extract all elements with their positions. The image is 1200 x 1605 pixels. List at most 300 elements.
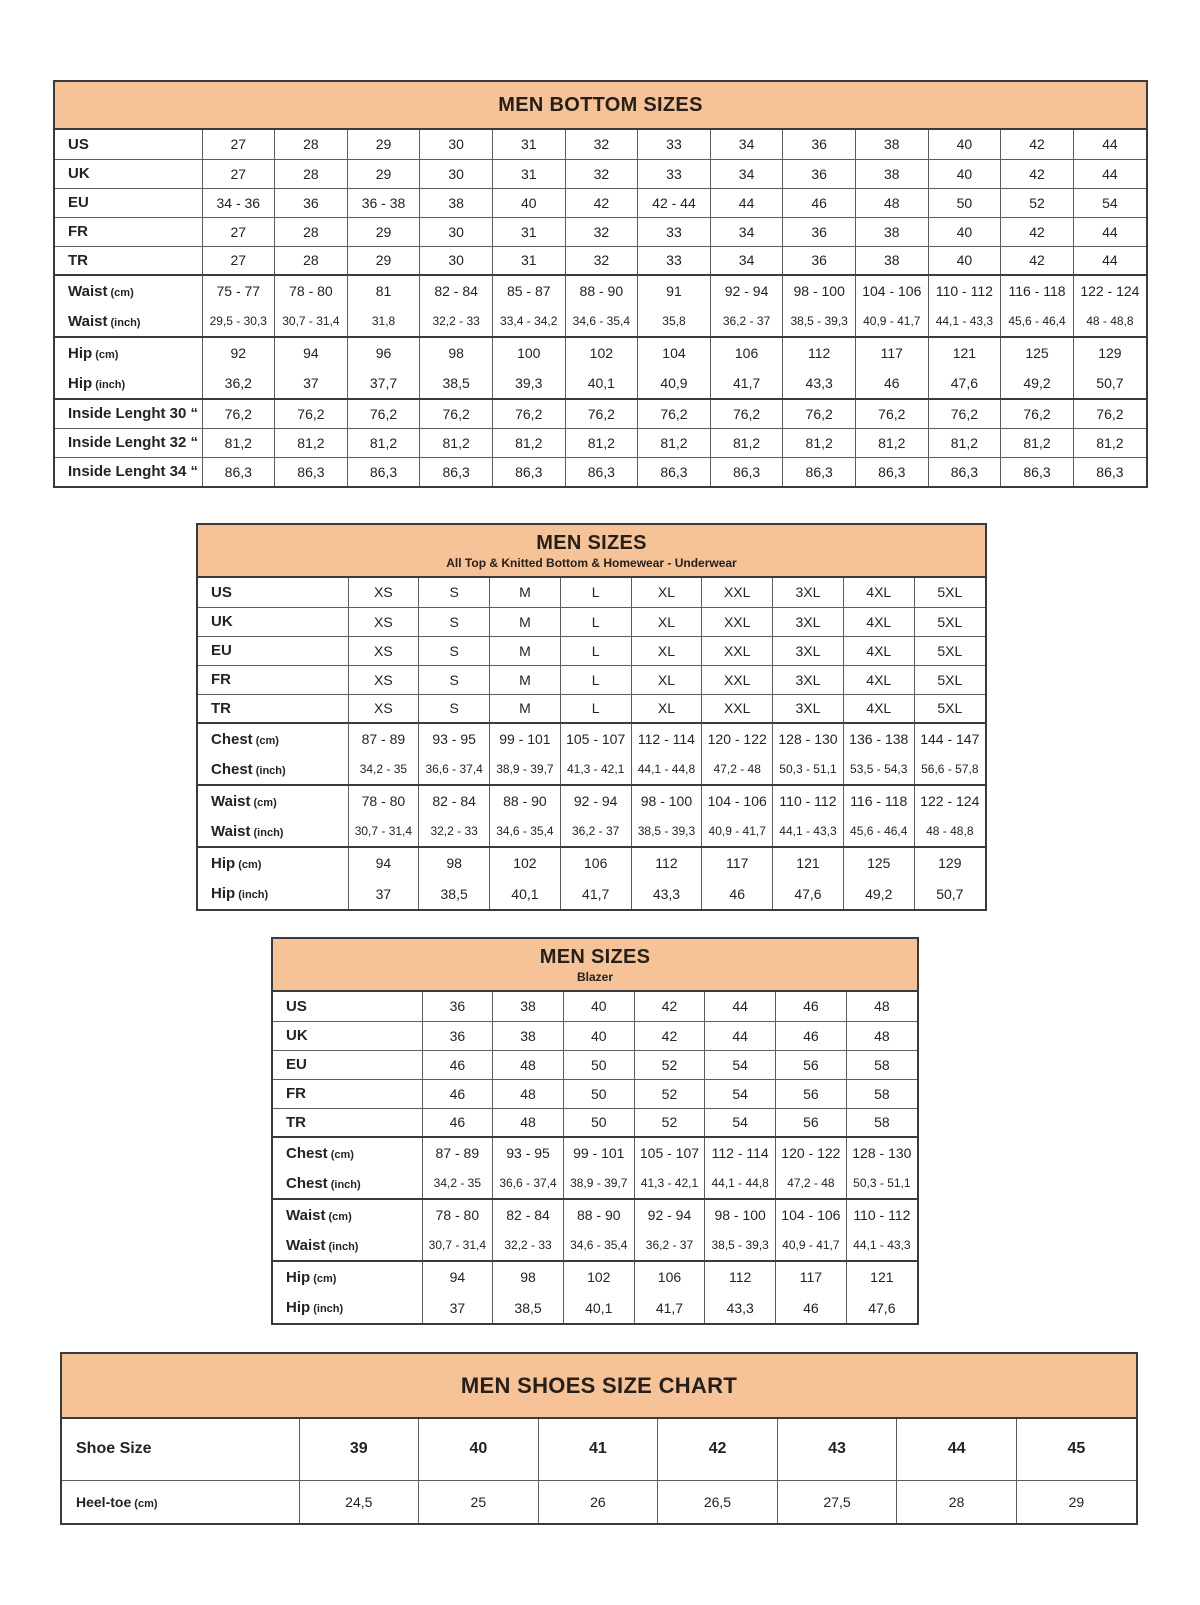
size-value-cell: XS bbox=[348, 665, 419, 694]
size-value-cell: 52 bbox=[634, 1079, 705, 1108]
size-value-cell: 40 bbox=[419, 1419, 539, 1480]
size-value-cell: 81,2 bbox=[275, 428, 348, 457]
row-label: TR bbox=[273, 1108, 422, 1137]
size-value-cell: 29 bbox=[1016, 1480, 1136, 1523]
table-row-heel-toe-cm bbox=[62, 1480, 1136, 1523]
size-value-cell: 28 bbox=[275, 217, 348, 246]
size-value-cell: 38 bbox=[493, 992, 564, 1021]
size-value-cell: 47,2 - 48 bbox=[702, 754, 773, 785]
size-value-cell: 48 bbox=[493, 1079, 564, 1108]
size-value-cell: 44 bbox=[705, 992, 776, 1021]
size-value-cell: 38 bbox=[420, 188, 493, 217]
size-value-cell: 45 bbox=[1016, 1419, 1136, 1480]
size-value-cell: 34 bbox=[710, 159, 783, 188]
size-value-cell: XS bbox=[348, 636, 419, 665]
size-value-cell: 86,3 bbox=[638, 457, 711, 486]
size-value-cell: M bbox=[490, 636, 561, 665]
size-value-cell: 86,3 bbox=[420, 457, 493, 486]
size-value-cell: 36 - 38 bbox=[347, 188, 420, 217]
size-value-cell: 56,6 - 57,8 bbox=[914, 754, 985, 785]
size-value-cell: XS bbox=[348, 607, 419, 636]
size-value-cell: 46 bbox=[422, 1108, 493, 1137]
men-shoes-size-chart-table bbox=[60, 1352, 1138, 1525]
size-value-cell: XXL bbox=[702, 694, 773, 723]
size-value-cell: 54 bbox=[705, 1050, 776, 1079]
size-value-cell: 47,6 bbox=[928, 368, 1001, 399]
size-value-cell: 5XL bbox=[914, 636, 985, 665]
size-value-cell: 29 bbox=[347, 246, 420, 275]
table-row-tr bbox=[198, 694, 985, 723]
size-value-cell: 25 bbox=[419, 1480, 539, 1523]
size-value-cell: 117 bbox=[702, 847, 773, 878]
table-row-shoe-size bbox=[62, 1419, 1136, 1480]
size-value-cell: 27 bbox=[202, 159, 275, 188]
size-value-cell: 31,8 bbox=[347, 306, 420, 337]
row-label: Waist (inch) bbox=[273, 1230, 422, 1261]
size-value-cell: 81,2 bbox=[855, 428, 928, 457]
size-value-cell: S bbox=[419, 636, 490, 665]
size-value-cell: 36,6 - 37,4 bbox=[493, 1168, 564, 1199]
size-value-cell: 34,6 - 35,4 bbox=[490, 816, 561, 847]
size-value-cell: XL bbox=[631, 665, 702, 694]
size-value-cell: 40,1 bbox=[490, 878, 561, 909]
size-value-cell: 50,3 - 51,1 bbox=[773, 754, 844, 785]
size-value-cell: 76,2 bbox=[347, 399, 420, 428]
row-label: US bbox=[198, 578, 348, 607]
size-value-cell: 38,5 bbox=[420, 368, 493, 399]
size-value-cell: 40 bbox=[928, 130, 1001, 159]
size-value-cell: 5XL bbox=[914, 607, 985, 636]
size-value-cell: 43,3 bbox=[705, 1292, 776, 1323]
row-label: Waist (inch) bbox=[198, 816, 348, 847]
table-row-us bbox=[55, 130, 1146, 159]
row-label: Waist (inch) bbox=[55, 306, 202, 337]
size-value-cell: 43 bbox=[777, 1419, 897, 1480]
size-value-cell: 112 bbox=[705, 1261, 776, 1292]
size-value-cell: S bbox=[419, 665, 490, 694]
size-value-cell: 117 bbox=[776, 1261, 847, 1292]
size-value-cell: 41,3 - 42,1 bbox=[560, 754, 631, 785]
size-value-cell: 4XL bbox=[843, 694, 914, 723]
size-value-cell: 42 bbox=[1001, 130, 1074, 159]
size-value-cell: L bbox=[560, 636, 631, 665]
row-label: EU bbox=[198, 636, 348, 665]
size-value-cell: 49,2 bbox=[1001, 368, 1074, 399]
row-label: Heel-toe (cm) bbox=[62, 1480, 299, 1523]
size-value-cell: 32 bbox=[565, 217, 638, 246]
size-value-cell: 36,6 - 37,4 bbox=[419, 754, 490, 785]
size-value-cell: M bbox=[490, 578, 561, 607]
size-value-cell: 44 bbox=[710, 188, 783, 217]
size-value-cell: 54 bbox=[1073, 188, 1146, 217]
size-value-cell: 56 bbox=[776, 1079, 847, 1108]
size-value-cell: 37 bbox=[422, 1292, 493, 1323]
size-value-cell: 50,7 bbox=[914, 878, 985, 909]
size-value-cell: 102 bbox=[490, 847, 561, 878]
size-value-cell: 36 bbox=[783, 246, 856, 275]
size-value-cell: 104 - 106 bbox=[776, 1199, 847, 1230]
size-value-cell: 52 bbox=[1001, 188, 1074, 217]
table-header bbox=[55, 82, 1146, 130]
row-label: Inside Lenght 30 “ bbox=[55, 399, 202, 428]
size-value-cell: 129 bbox=[1073, 337, 1146, 368]
size-value-cell: 88 - 90 bbox=[565, 275, 638, 306]
size-value-cell: 33,4 - 34,2 bbox=[492, 306, 565, 337]
row-label: Chest (cm) bbox=[198, 723, 348, 754]
size-value-cell: 104 - 106 bbox=[855, 275, 928, 306]
size-value-cell: 110 - 112 bbox=[846, 1199, 917, 1230]
size-value-cell: 34,2 - 35 bbox=[422, 1168, 493, 1199]
size-value-cell: 41,7 bbox=[634, 1292, 705, 1323]
table-row-inside-lenght-34 bbox=[55, 457, 1146, 486]
row-label: FR bbox=[55, 217, 202, 246]
size-value-cell: 120 - 122 bbox=[776, 1137, 847, 1168]
size-value-cell: 48 bbox=[855, 188, 928, 217]
size-value-cell: 29,5 - 30,3 bbox=[202, 306, 275, 337]
size-value-cell: 38,5 - 39,3 bbox=[631, 816, 702, 847]
size-value-cell: 92 - 94 bbox=[634, 1199, 705, 1230]
table-row-uk bbox=[273, 1021, 917, 1050]
size-value-cell: 76,2 bbox=[565, 399, 638, 428]
size-value-cell: 42 bbox=[1001, 159, 1074, 188]
size-value-cell: 40,1 bbox=[563, 1292, 634, 1323]
size-value-cell: 50 bbox=[928, 188, 1001, 217]
size-value-cell: 125 bbox=[1001, 337, 1074, 368]
size-value-cell: 82 - 84 bbox=[493, 1199, 564, 1230]
size-value-cell: 81,2 bbox=[1073, 428, 1146, 457]
table-row-fr bbox=[273, 1079, 917, 1108]
size-value-cell: 40 bbox=[928, 246, 1001, 275]
size-value-cell: 39,3 bbox=[492, 368, 565, 399]
size-value-cell: 87 - 89 bbox=[348, 723, 419, 754]
size-value-cell: 47,2 - 48 bbox=[776, 1168, 847, 1199]
size-value-cell: 40,9 - 41,7 bbox=[776, 1230, 847, 1261]
size-value-cell: 81,2 bbox=[202, 428, 275, 457]
size-value-cell: 46 bbox=[422, 1079, 493, 1108]
size-value-cell: 87 - 89 bbox=[422, 1137, 493, 1168]
size-value-cell: 40 bbox=[492, 188, 565, 217]
size-value-cell: 86,3 bbox=[1001, 457, 1074, 486]
size-value-cell: 85 - 87 bbox=[492, 275, 565, 306]
table-row-inside-lenght-32 bbox=[55, 428, 1146, 457]
table-row-eu bbox=[55, 188, 1146, 217]
size-value-cell: 44 bbox=[1073, 217, 1146, 246]
size-value-cell: 54 bbox=[705, 1108, 776, 1137]
size-value-cell: 98 - 100 bbox=[705, 1199, 776, 1230]
row-label: Hip (inch) bbox=[273, 1292, 422, 1323]
size-value-cell: 4XL bbox=[843, 636, 914, 665]
size-value-cell: 76,2 bbox=[855, 399, 928, 428]
size-value-cell: 76,2 bbox=[638, 399, 711, 428]
size-value-cell: 128 - 130 bbox=[846, 1137, 917, 1168]
size-value-cell: 81,2 bbox=[928, 428, 1001, 457]
table-row-us bbox=[198, 578, 985, 607]
size-value-cell: 82 - 84 bbox=[419, 785, 490, 816]
men-sizes-top-table bbox=[196, 523, 987, 911]
size-value-cell: 28 bbox=[275, 159, 348, 188]
size-value-cell: 105 - 107 bbox=[560, 723, 631, 754]
size-value-cell: 76,2 bbox=[420, 399, 493, 428]
table-subtitle: Blazer bbox=[576, 969, 614, 984]
size-value-cell: L bbox=[560, 578, 631, 607]
table-row-waist-inch bbox=[198, 816, 985, 847]
size-value-cell: 37 bbox=[275, 368, 348, 399]
size-value-cell: 129 bbox=[914, 847, 985, 878]
size-value-cell: 81,2 bbox=[492, 428, 565, 457]
size-value-cell: 106 bbox=[634, 1261, 705, 1292]
size-value-cell: 36 bbox=[783, 159, 856, 188]
size-value-cell: XS bbox=[348, 578, 419, 607]
size-value-cell: M bbox=[490, 607, 561, 636]
size-value-cell: 27 bbox=[202, 246, 275, 275]
size-value-cell: 122 - 124 bbox=[914, 785, 985, 816]
size-value-cell: 81,2 bbox=[783, 428, 856, 457]
size-value-cell: 38,9 - 39,7 bbox=[490, 754, 561, 785]
size-value-cell: 81,2 bbox=[565, 428, 638, 457]
size-value-cell: 91 bbox=[638, 275, 711, 306]
size-value-cell: 32 bbox=[565, 159, 638, 188]
size-value-cell: 58 bbox=[846, 1079, 917, 1108]
size-value-cell: 4XL bbox=[843, 578, 914, 607]
size-value-cell: 78 - 80 bbox=[422, 1199, 493, 1230]
size-value-cell: 86,3 bbox=[275, 457, 348, 486]
row-label: Hip (inch) bbox=[55, 368, 202, 399]
table-row-chest-cm bbox=[273, 1137, 917, 1168]
table-header bbox=[62, 1354, 1136, 1419]
row-label: US bbox=[55, 130, 202, 159]
size-value-cell: 46 bbox=[702, 878, 773, 909]
size-value-cell: 36,2 - 37 bbox=[634, 1230, 705, 1261]
row-label: EU bbox=[55, 188, 202, 217]
size-value-cell: 42 bbox=[634, 992, 705, 1021]
size-value-cell: XL bbox=[631, 694, 702, 723]
size-value-cell: 86,3 bbox=[783, 457, 856, 486]
size-value-cell: 45,6 - 46,4 bbox=[1001, 306, 1074, 337]
size-value-cell: 37 bbox=[348, 878, 419, 909]
size-value-cell: 29 bbox=[347, 130, 420, 159]
size-value-cell: 121 bbox=[928, 337, 1001, 368]
size-value-cell: 86,3 bbox=[928, 457, 1001, 486]
size-value-cell: 50 bbox=[563, 1050, 634, 1079]
row-label: TR bbox=[198, 694, 348, 723]
size-value-cell: 98 - 100 bbox=[783, 275, 856, 306]
size-value-cell: 46 bbox=[783, 188, 856, 217]
size-value-cell: S bbox=[419, 578, 490, 607]
table-subtitle: All Top & Knitted Bottom & Homewear - Underwear bbox=[446, 555, 737, 570]
size-value-cell: 30,7 - 31,4 bbox=[275, 306, 348, 337]
size-value-cell: 42 bbox=[658, 1419, 778, 1480]
size-value-cell: 34,6 - 35,4 bbox=[563, 1230, 634, 1261]
size-value-cell: 86,3 bbox=[710, 457, 783, 486]
size-value-cell: 93 - 95 bbox=[419, 723, 490, 754]
size-value-cell: XXL bbox=[702, 636, 773, 665]
row-label: Hip (cm) bbox=[55, 337, 202, 368]
table-row-tr bbox=[273, 1108, 917, 1137]
table-row-waist-inch bbox=[55, 306, 1146, 337]
size-value-cell: 43,3 bbox=[631, 878, 702, 909]
size-value-cell: 44 bbox=[1073, 130, 1146, 159]
size-value-cell: 76,2 bbox=[928, 399, 1001, 428]
size-value-cell: 36 bbox=[422, 992, 493, 1021]
size-value-cell: 50,7 bbox=[1073, 368, 1146, 399]
size-value-cell: 33 bbox=[638, 130, 711, 159]
table-row-fr bbox=[55, 217, 1146, 246]
size-value-cell: 42 bbox=[1001, 246, 1074, 275]
size-value-cell: 47,6 bbox=[846, 1292, 917, 1323]
size-value-cell: XS bbox=[348, 694, 419, 723]
size-value-cell: 42 - 44 bbox=[638, 188, 711, 217]
size-value-cell: 32,2 - 33 bbox=[419, 816, 490, 847]
size-value-cell: 36,2 bbox=[202, 368, 275, 399]
size-value-cell: 40 bbox=[563, 1021, 634, 1050]
size-value-cell: 106 bbox=[710, 337, 783, 368]
row-label: Inside Lenght 32 “ bbox=[55, 428, 202, 457]
size-value-cell: 128 - 130 bbox=[773, 723, 844, 754]
size-value-cell: 53,5 - 54,3 bbox=[843, 754, 914, 785]
size-value-cell: 144 - 147 bbox=[914, 723, 985, 754]
size-value-cell: 41,7 bbox=[560, 878, 631, 909]
size-value-cell: 40,1 bbox=[565, 368, 638, 399]
row-label: FR bbox=[198, 665, 348, 694]
size-value-cell: 46 bbox=[776, 992, 847, 1021]
size-value-cell: 5XL bbox=[914, 694, 985, 723]
size-value-cell: 48 bbox=[493, 1050, 564, 1079]
size-value-cell: 43,3 bbox=[783, 368, 856, 399]
size-value-cell: 34,2 - 35 bbox=[348, 754, 419, 785]
size-value-cell: 94 bbox=[275, 337, 348, 368]
size-value-cell: 40 bbox=[928, 159, 1001, 188]
size-value-cell: 38,5 bbox=[419, 878, 490, 909]
size-value-cell: 41,7 bbox=[710, 368, 783, 399]
size-value-cell: 39 bbox=[299, 1419, 419, 1480]
size-value-cell: 92 bbox=[202, 337, 275, 368]
size-value-cell: 42 bbox=[565, 188, 638, 217]
size-value-cell: 112 - 114 bbox=[705, 1137, 776, 1168]
size-value-cell: 116 - 118 bbox=[843, 785, 914, 816]
size-value-cell: 86,3 bbox=[492, 457, 565, 486]
size-value-cell: 48 - 48,8 bbox=[914, 816, 985, 847]
row-label: EU bbox=[273, 1050, 422, 1079]
row-label: Waist (cm) bbox=[198, 785, 348, 816]
size-value-cell: 42 bbox=[634, 1021, 705, 1050]
size-value-cell: 58 bbox=[846, 1050, 917, 1079]
size-value-cell: 86,3 bbox=[1073, 457, 1146, 486]
size-value-cell: 28 bbox=[897, 1480, 1017, 1523]
table-header bbox=[198, 525, 985, 578]
size-value-cell: 92 - 94 bbox=[710, 275, 783, 306]
size-value-cell: 99 - 101 bbox=[563, 1137, 634, 1168]
size-value-cell: S bbox=[419, 607, 490, 636]
size-value-cell: 105 - 107 bbox=[634, 1137, 705, 1168]
size-value-cell: 100 bbox=[492, 337, 565, 368]
row-label: Inside Lenght 34 “ bbox=[55, 457, 202, 486]
row-label: Chest (cm) bbox=[273, 1137, 422, 1168]
size-value-cell: M bbox=[490, 694, 561, 723]
table-row-tr bbox=[55, 246, 1146, 275]
size-value-cell: 76,2 bbox=[783, 399, 856, 428]
size-value-cell: 46 bbox=[855, 368, 928, 399]
size-value-cell: 48 bbox=[846, 1021, 917, 1050]
size-value-cell: 26,5 bbox=[658, 1480, 778, 1523]
size-value-cell: 34,6 - 35,4 bbox=[565, 306, 638, 337]
table-header bbox=[273, 939, 917, 992]
size-value-cell: 50,3 - 51,1 bbox=[846, 1168, 917, 1199]
table-row-hip-cm bbox=[273, 1261, 917, 1292]
size-value-cell: 30 bbox=[420, 159, 493, 188]
size-value-cell: XXL bbox=[702, 665, 773, 694]
size-value-cell: 76,2 bbox=[710, 399, 783, 428]
size-value-cell: 34 bbox=[710, 130, 783, 159]
table-title: MEN BOTTOM SIZES bbox=[498, 93, 703, 116]
size-value-cell: L bbox=[560, 665, 631, 694]
table-title: MEN SIZES bbox=[536, 531, 647, 554]
size-value-cell: 36 bbox=[783, 130, 856, 159]
size-value-cell: 3XL bbox=[773, 694, 844, 723]
size-value-cell: 33 bbox=[638, 217, 711, 246]
size-value-cell: 110 - 112 bbox=[773, 785, 844, 816]
size-value-cell: 40 bbox=[928, 217, 1001, 246]
size-value-cell: 46 bbox=[776, 1021, 847, 1050]
table-row-us bbox=[273, 992, 917, 1021]
size-value-cell: 31 bbox=[492, 130, 565, 159]
table-title: MEN SIZES bbox=[539, 945, 651, 968]
table-row-hip-inch bbox=[273, 1292, 917, 1323]
row-label: Hip (cm) bbox=[273, 1261, 422, 1292]
size-value-cell: 125 bbox=[843, 847, 914, 878]
size-value-cell: 92 - 94 bbox=[560, 785, 631, 816]
size-value-cell: 31 bbox=[492, 217, 565, 246]
size-value-cell: 38 bbox=[493, 1021, 564, 1050]
size-value-cell: M bbox=[490, 665, 561, 694]
size-value-cell: 81,2 bbox=[638, 428, 711, 457]
size-value-cell: 49,2 bbox=[843, 878, 914, 909]
table-row-waist-cm bbox=[198, 785, 985, 816]
size-grid bbox=[62, 1419, 1136, 1523]
table-row-hip-cm bbox=[198, 847, 985, 878]
size-value-cell: 76,2 bbox=[492, 399, 565, 428]
size-value-cell: 58 bbox=[846, 1108, 917, 1137]
row-label: TR bbox=[55, 246, 202, 275]
size-value-cell: 44,1 - 44,8 bbox=[705, 1168, 776, 1199]
size-value-cell: 38,5 - 39,3 bbox=[783, 306, 856, 337]
size-value-cell: 44,1 - 43,3 bbox=[928, 306, 1001, 337]
size-value-cell: 3XL bbox=[773, 578, 844, 607]
table-row-hip-inch bbox=[55, 368, 1146, 399]
size-value-cell: 31 bbox=[492, 159, 565, 188]
size-value-cell: 41 bbox=[538, 1419, 658, 1480]
size-value-cell: 5XL bbox=[914, 665, 985, 694]
size-value-cell: 46 bbox=[422, 1050, 493, 1079]
size-value-cell: 86,3 bbox=[855, 457, 928, 486]
size-value-cell: 98 - 100 bbox=[631, 785, 702, 816]
size-value-cell: 48 - 48,8 bbox=[1073, 306, 1146, 337]
men-bottom-sizes-table bbox=[53, 80, 1148, 488]
size-value-cell: 32 bbox=[565, 246, 638, 275]
size-value-cell: 48 bbox=[846, 992, 917, 1021]
size-value-cell: 47,6 bbox=[773, 878, 844, 909]
size-value-cell: 38 bbox=[855, 246, 928, 275]
size-value-cell: 104 - 106 bbox=[702, 785, 773, 816]
row-label: Hip (inch) bbox=[198, 878, 348, 909]
size-value-cell: 32,2 - 33 bbox=[420, 306, 493, 337]
size-value-cell: 86,3 bbox=[565, 457, 638, 486]
size-value-cell: S bbox=[419, 694, 490, 723]
size-value-cell: 26 bbox=[538, 1480, 658, 1523]
size-value-cell: 46 bbox=[776, 1292, 847, 1323]
size-value-cell: 42 bbox=[1001, 217, 1074, 246]
size-value-cell: 24,5 bbox=[299, 1480, 419, 1523]
size-value-cell: 33 bbox=[638, 246, 711, 275]
